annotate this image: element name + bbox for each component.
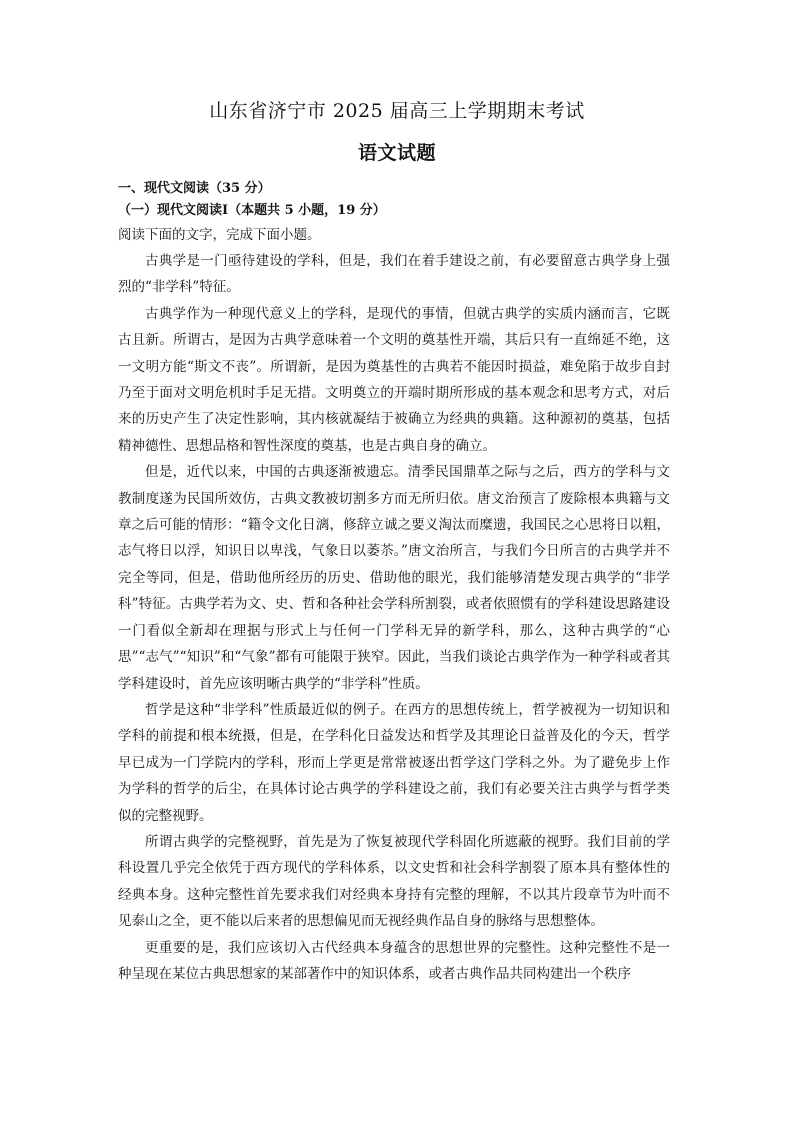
paragraph-6: 更重要的是，我们应该切入古代经典本身蕴含的思想世界的完整性。这种完整性不是一种呈现在某位古典思想家的某部著作中的知识体系，或者古典作品共同构建出一个秩序 <box>118 939 670 982</box>
paragraph-2: 古典学作为一种现代意义上的学科，是现代的事情，但就古典学的实质内涵而言，它既古且新。所谓古，是因为古典学意味着一个文明的奠基性开端，其后只有一直绵延不绝，这一文明方能“斯文不丧”。所谓新，是因为奠基性的古典若不能因时损益，难免陷于故步自封乃至于面对文明危机时手足无措。文明奠立的开端时期所形成的基本观念和思考方式，对后来的历史产生了决定性影响，其内核就凝结于被确立为经典的典籍。这种源初的奠基，包括精神德性、思想品格和智性深度的奠基，也是古典自身的确立。 <box>118 305 670 454</box>
reading-instruction: 阅读下面的文字，完成下面小题。 <box>118 227 321 243</box>
document-title: 山东省济宁市 2025 届高三上学期期末考试 <box>209 100 585 122</box>
document-body <box>118 178 670 987</box>
paragraph-5: 所谓古典学的完整视野，首先是为了恢复被现代学科固化所遮蔽的视野。我们目前的学科设置几乎完全依凭于西方现代的学科体系，以文史哲和社会科学割裂了原本具有整体性的经典本身。这种完整性首先要求我们对经典本身持有完整的理解，不以其片段章节为叶而不见泰山之全，更不能以后来者的思想偏见而无视经典作品自身的脉络与思想整体。 <box>118 833 670 930</box>
paragraph-4: 哲学是这种“非学科”性质最近似的例子。在西方的思想传统上，哲学被视为一切知识和学科的前提和根本统摄，但是，在学科化日益发达和哲学及其理论日益普及化的今天，哲学早已成为一门学院内的学科，形而上学更是常常被逐出哲学这门学科之外。为了避免步上作为学科的哲学的后尘，在具体讨论古典学的学科建设之前，我们有必要关注古典学与哲学类似的完整视野。 <box>118 701 670 824</box>
subsection-heading: （一）现代文阅读Ⅰ（本题共 5 小题，19 分） <box>118 203 386 218</box>
document-subtitle: 语文试题 <box>357 142 436 164</box>
paragraph-3: 但是，近代以来，中国的古典逐渐被遗忘。清季民国鼎革之际与之后，西方的学科与文教制度遂为民国所效仿，古典文教被切割多方而无所归依。唐文治预言了废除根本典籍与文章之后可能的情形：“籍令文化日漓，修辞立诚之要义淘汰而糜遗，我国民之心思将日以粗，志气将日以浮，知识日以卑浅，气象日以萎苶。”唐文治所言，与我们今日所言的古典学并不完全等同，但是，借助他所经历的历史、借助他的眼光，我们能够清楚发现古典学的“非学科”特征。古典学若为文、史、哲和各种社会学科所割裂，或者依照惯有的学科建设思路建设一门看似全新却在理据与形式上与任何一门学科无异的新学科，那么，这种古典学的“心思”“志气”“知识”和“气象”都有可能限于狭窄。因此，当我们谈论古典学作为一种学科或者其学科建设时，首先应该明晰古典学的“非学科”性质。 <box>118 464 670 692</box>
section-heading: 一、现代文阅读（35 分） <box>118 181 271 196</box>
paragraph-1: 古典学是一门亟待建设的学科，但是，我们在着手建设之前，有必要留意古典学身上强烈的“非学科”特征。 <box>118 253 670 296</box>
